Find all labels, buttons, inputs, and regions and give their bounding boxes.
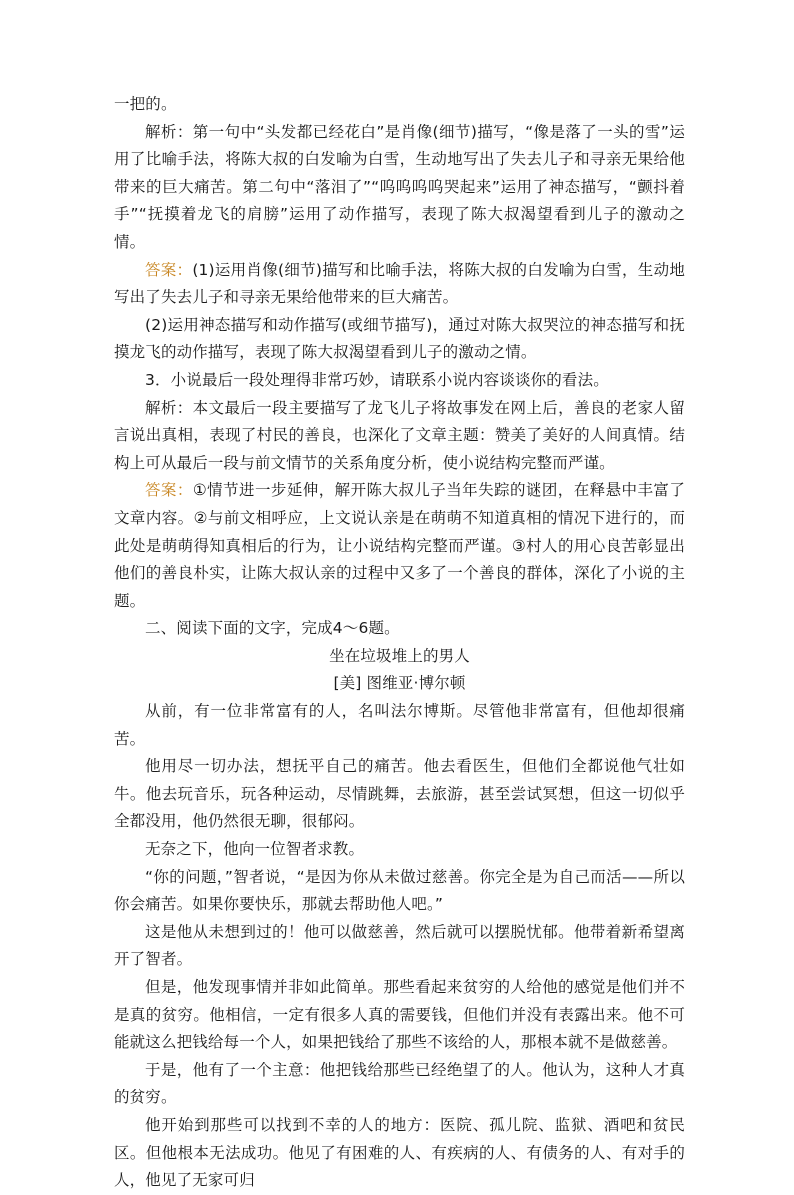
story-paragraph: 无奈之下，他向一位智者求教。 [145, 840, 365, 859]
story-author: [美] 图维亚·博尔顿 [333, 674, 466, 693]
story-paragraph: 这是他从未想到过的！他可以做慈善，然后就可以摆脱忧郁。他带着新希望离开了智者。 [114, 922, 685, 969]
analysis-paragraph-3: 解析：本文最后一段主要描写了龙飞儿子将故事发在网上后，善良的老家人留言说出真相，表现了村民的善良，也深化了文章主题：赞美了美好的人间真情。结构上可从最后一段与前文情节的关系角度分析，使小说结构完整而严谨。 [114, 398, 685, 472]
story-title: 坐在垃圾堆上的男人 [329, 646, 470, 665]
story-paragraph: 但是，他发现事情并非如此简单。那些看起来贫穷的人给他的感觉是他们并不是真的贫穷。他相信，一定有很多人真的需要钱，但他们并没有表露出来。他不可能就这么把钱给每一个人，如果把钱给了那些不该给的人，那根本就不是做慈善。 [114, 978, 685, 1052]
story-paragraph: 他开始到那些可以找到不幸的人的地方：医院、孤儿院、监狱、酒吧和贫民区。但他根本无法成功。他见了有困难的人、有疾病的人、有债务的人、有对手的人，他见了无家可归 [114, 1115, 685, 1190]
story-paragraph: “你的问题，”智者说，“是因为你从未做过慈善。你完全是为自己而活——所以你会痛苦。如果你要快乐，那就去帮助他人吧。” [114, 867, 685, 914]
answer-label: 答案： [145, 260, 193, 279]
story-paragraph: 于是，他有了一个主意：他把钱给那些已经绝望了的人。他认为，这种人才真的贫穷。 [114, 1060, 685, 1107]
story-paragraph: 他用尽一切办法，想抚平自己的痛苦。他去看医生，但他们全都说他气壮如牛。他去玩音乐，玩各种运动，尽情跳舞，去旅游，甚至尝试冥想，但这一切似乎全都没用，他仍然很无聊，很郁闷。 [114, 757, 685, 831]
answer-paragraph-2-part-2: (2)运用神态描写和动作描写(或细节描写)，通过对陈大叔哭泣的神态描写和抚摸龙飞的动作描写，表现了陈大叔渴望看到儿子的激动之情。 [114, 315, 685, 362]
paragraph-continuation: 一把的。 [114, 95, 177, 113]
answer-label: 答案： [145, 481, 193, 500]
story-paragraph: 从前，有一位非常富有的人，名叫法尔博斯。尽管他非常富有，但他却很痛苦。 [114, 702, 685, 748]
analysis-paragraph-2: 解析：第一句中“头发都已经花白”是肖像(细节)描写，“像是落了一头的雪”运用了比喻手法，将陈大叔的白发喻为白雪，生动地写出了失去儿子和寻亲无果给他带来的巨大痛苦。第二句中“落泪了”“呜呜呜呜哭起来”运用了神态描写，“颤抖着手”“抚摸着龙飞的肩膀”运用了动作描写，表现了陈大叔渴望看到儿子的激动之情。 [114, 122, 685, 251]
section-two-heading: 二、阅读下面的文字，完成4～6题。 [145, 619, 400, 638]
answer-paragraph-3 [114, 477, 685, 615]
answer-paragraph-2-part-1 [114, 257, 685, 312]
answer-text: (1)运用肖像(细节)描写和比喻手法，将陈大叔的白发喻为白雪，生动地写出了失去儿子和寻亲无果给他带来的巨大痛苦。 [114, 260, 685, 307]
question-3: 3．小说最后一段处理得非常巧妙，请联系小说内容谈谈你的看法。 [145, 370, 609, 389]
answer-text: ①情节进一步延伸，解开陈大叔儿子当年失踪的谜团，在释悬中丰富了文章内容。②与前文相呼应，上文说认亲是在萌萌不知道真相的情况下进行的，而此处是萌萌得知真相后的行为，让小说结构完整而严谨。③村人的用心良苦彰显出他们的善良朴实，让陈大叔认亲的过程中又多了一个善良的群体，深化了小说的主题。 [114, 481, 685, 610]
